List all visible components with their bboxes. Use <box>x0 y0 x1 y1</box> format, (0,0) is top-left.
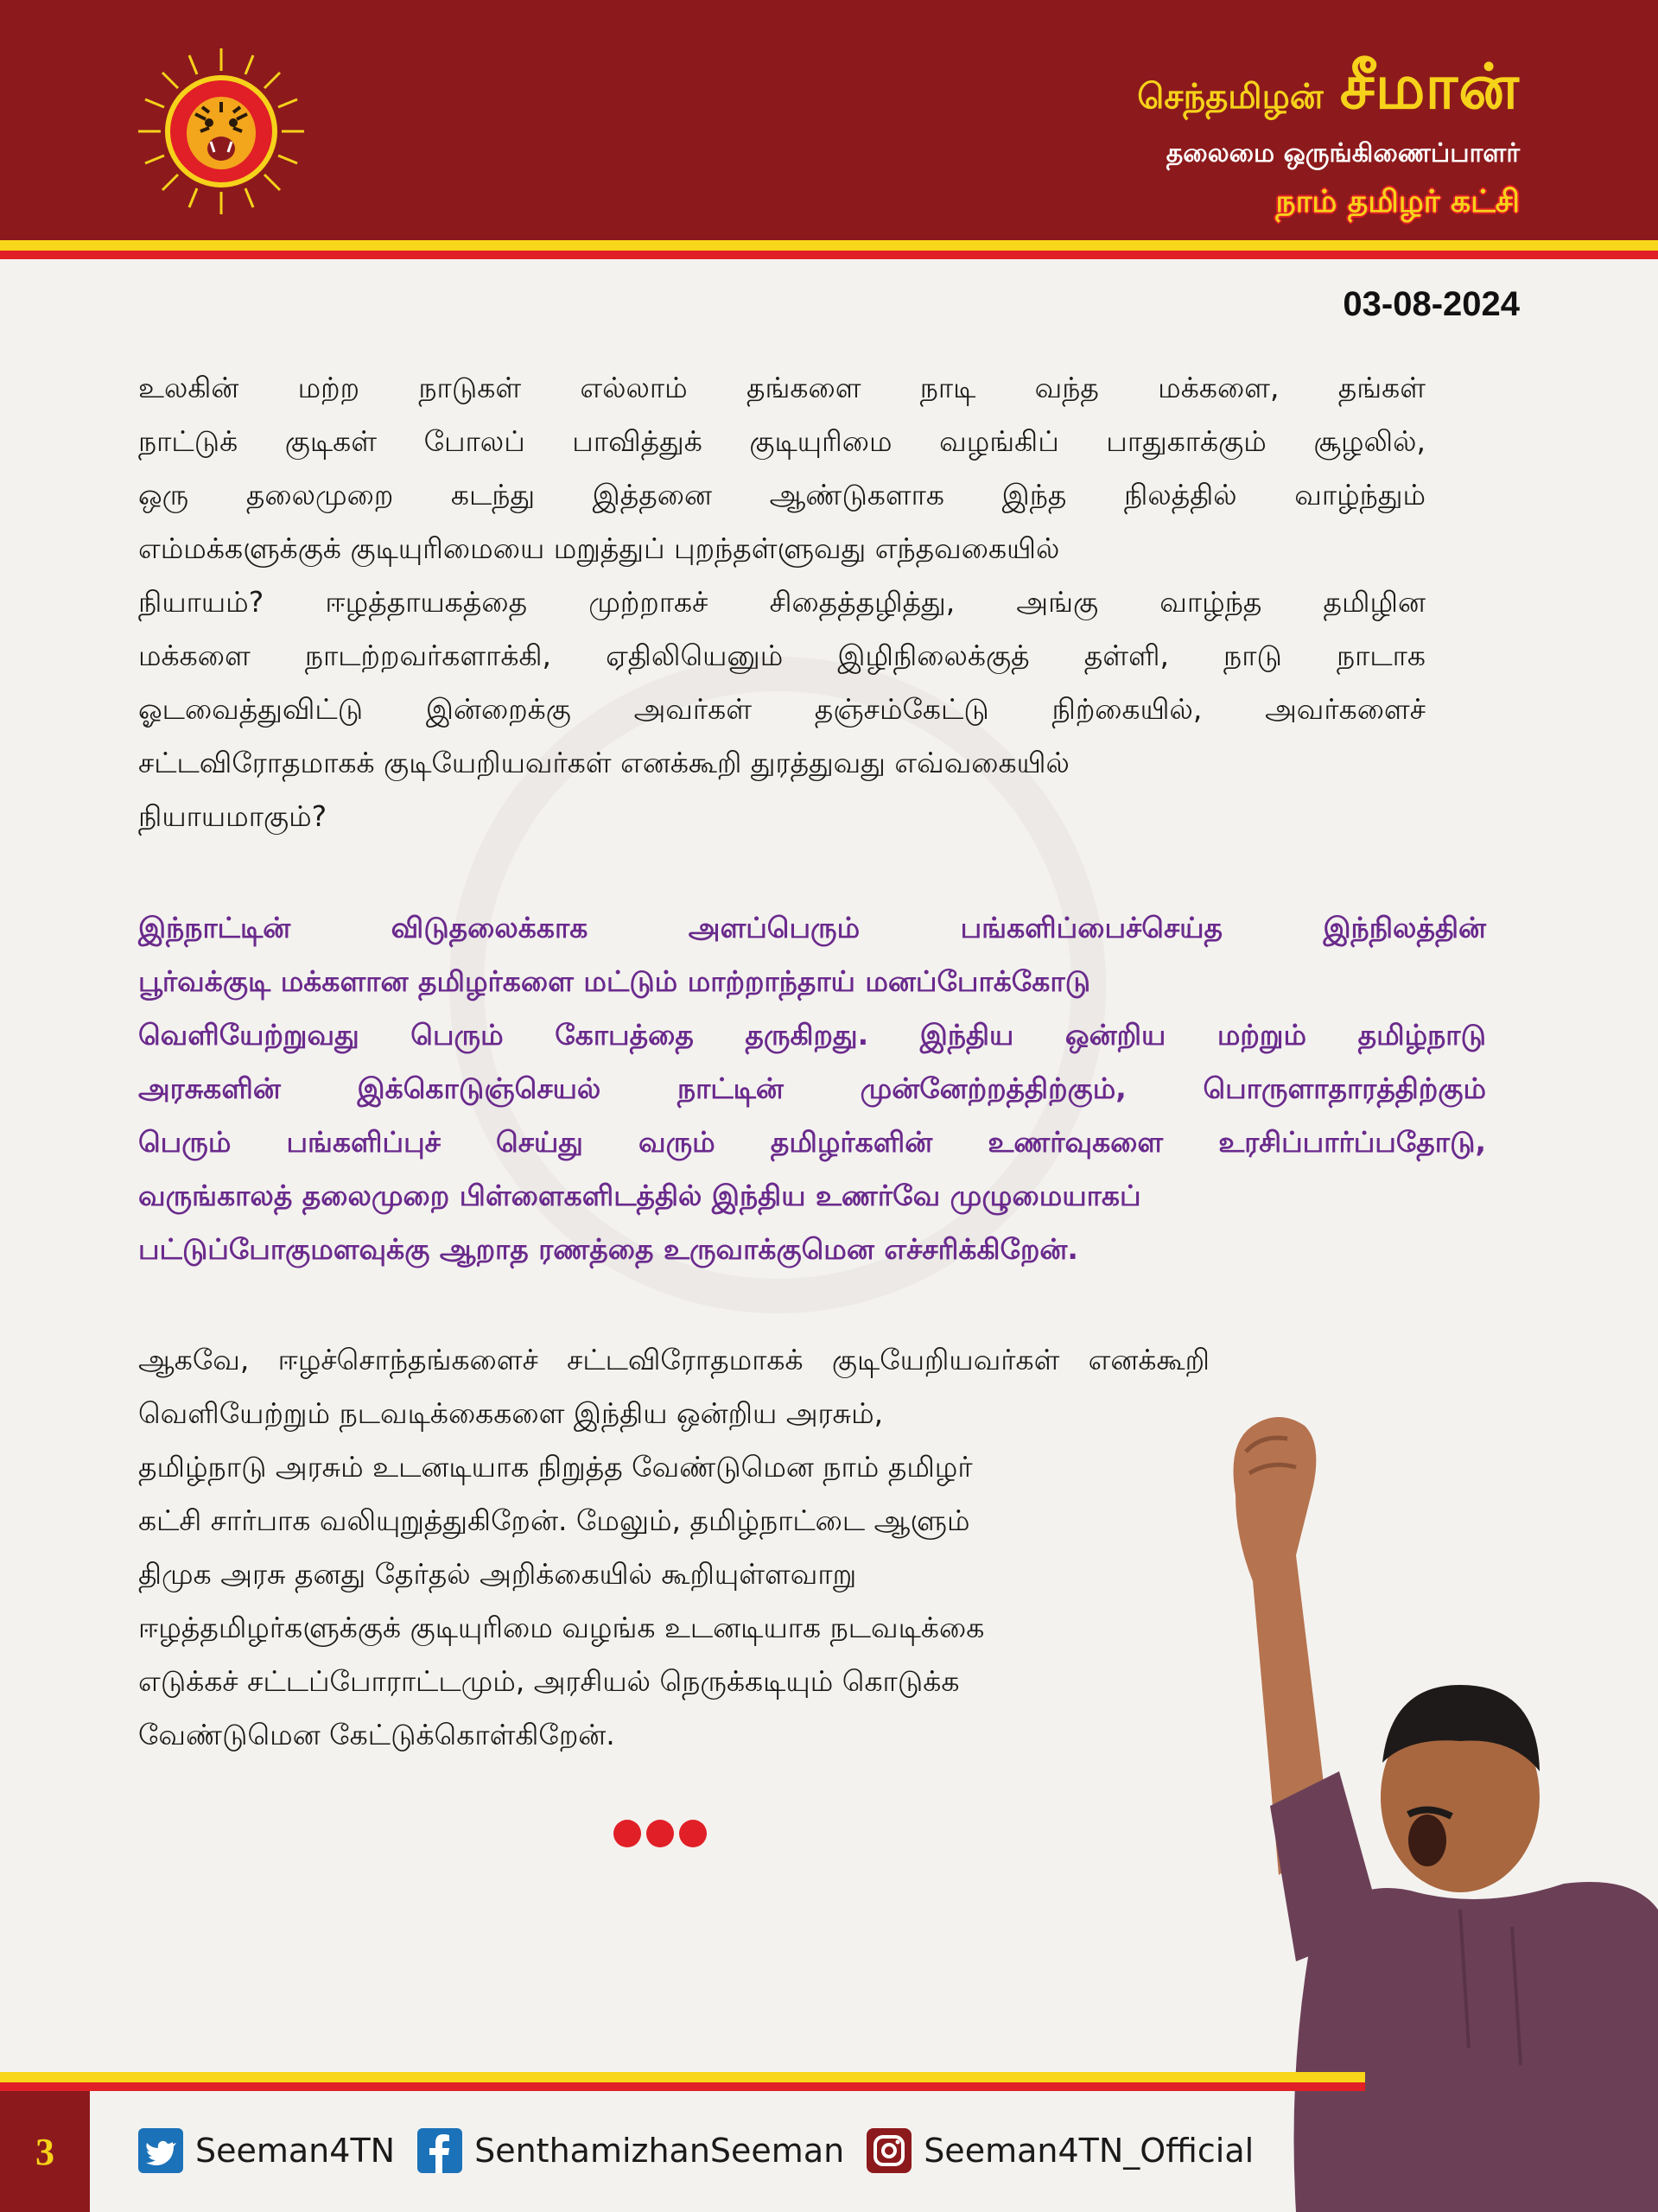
paragraph-1 <box>138 361 1426 843</box>
paragraph-line: தமிழ்நாடு அரசும் உடனடியாக நிறுத்த வேண்டுமென நாம் தமிழர் <box>138 1450 973 1484</box>
party-name: நாம் தமிழர் கட்சி <box>1275 184 1520 219</box>
paragraph-line: திமுக அரசு தனது தேர்தல் அறிக்கையில் கூறியுள்ளவாறு <box>138 1557 857 1591</box>
release-date: 03-08-2024 <box>1343 285 1520 323</box>
leader-last-name: சீமான் <box>1339 50 1520 123</box>
brand-block <box>1137 50 1520 224</box>
leader-name <box>1137 50 1520 131</box>
paragraph-line: எடுக்கச் சட்டப்போராட்டமும், அரசியல் நெருக்கடியும் கொடுக்க <box>138 1664 960 1698</box>
header-red-stripe <box>0 251 1658 259</box>
twitter-link[interactable] <box>138 2128 395 2173</box>
paragraph-line: ஓடவைத்துவிட்டு இன்றைக்கு அவர்கள் தஞ்சம்கேட்டு நிற்கையில், அவர்களைச் <box>138 692 1426 726</box>
paragraph-line: உலகின் மற்ற நாடுகள் எல்லாம் தங்களை நாடி வந்த மக்களை, தங்கள் <box>138 371 1426 404</box>
paragraph-line: வெளியேற்றுவது பெரும் கோபத்தை தருகிறது. இந்திய ஒன்றிய மற்றும் தமிழ்நாடு <box>138 1018 1486 1052</box>
paragraph-3 <box>138 1333 1210 1762</box>
twitter-handle: Seeman4TN <box>195 2132 396 2170</box>
header-banner <box>0 0 1658 240</box>
paragraph-2-highlighted <box>138 901 1486 1276</box>
paragraph-line: வேண்டுமென கேட்டுக்கொள்கிறேன். <box>138 1718 615 1751</box>
instagram-handle: Seeman4TN_Official <box>924 2132 1255 2170</box>
social-links <box>138 2126 1276 2176</box>
paragraph-line: இந்நாட்டின் விடுதலைக்காக அளப்பெரும் பங்களிப்பைச்செய்த இந்நிலத்தின் <box>138 911 1486 944</box>
paragraph-line: ஒரு தலைமுறை கடந்து இத்தனை ஆண்டுகளாக இந்த நிலத்தில் வாழ்ந்தும் <box>138 478 1426 512</box>
tiger-logo-icon <box>135 45 308 218</box>
paragraph-line: மக்களை நாடற்றவர்களாக்கி, ஏதிலியெனும் இழிநிலைக்குத் தள்ளி, நாடு நாடாக <box>138 639 1426 672</box>
twitter-icon <box>138 2128 183 2173</box>
paragraph-line: ஈழத்தமிழர்களுக்குக் குடியுரிமை வழங்க உடனடியாக நடவடிக்கை <box>138 1611 985 1644</box>
paragraph-line: அரசுகளின் இக்கொடுஞ்செயல் நாட்டின் முன்னேற்றத்திற்கும், பொருளாதாரத்திற்கும் <box>138 1071 1486 1105</box>
paragraph-line: பட்டுப்போகுமளவுக்கு ஆறாத ரணத்தை உருவாக்குமென எச்சரிக்கிறேன். <box>138 1232 1078 1266</box>
header-yellow-stripe <box>0 240 1658 251</box>
ellipsis-dot <box>679 1820 707 1847</box>
paragraph-line: நாட்டுக் குடிகள் போலப் பாவித்துக் குடியுரிமை வழங்கிப் பாதுகாக்கும் சூழலில், <box>138 424 1426 458</box>
leader-role: தலைமை ஒருங்கிணைப்பாளர் <box>1166 138 1520 168</box>
instagram-link[interactable] <box>867 2128 1254 2173</box>
facebook-handle: SenthamizhanSeeman <box>474 2132 845 2170</box>
page-number: 3 <box>35 2130 54 2173</box>
page-number-box <box>0 2091 90 2212</box>
ellipsis-dot <box>646 1820 674 1847</box>
instagram-icon <box>867 2128 912 2173</box>
paragraph-line: சட்டவிரோதமாகக் குடியேறியவர்கள் எனக்கூறி துரத்துவது எவ்வகையில் <box>138 746 1070 779</box>
paragraph-line: எம்மக்களுக்குக் குடியுரிமையை மறுத்துப் புறந்தள்ளுவது எந்தவகையில் <box>138 531 1060 565</box>
paragraph-line: ஆகவே, ஈழச்சொந்தங்களைச் சட்டவிரோதமாகக் குடியேறியவர்கள் எனக்கூறி <box>138 1343 1210 1376</box>
paragraph-line: கட்சி சார்பாக வலியுறுத்துகிறேன். மேலும், தமிழ்நாட்டை ஆளும் <box>138 1503 970 1537</box>
footer-yellow-stripe <box>0 2072 1365 2082</box>
facebook-icon <box>417 2128 462 2173</box>
ellipsis-dot <box>613 1820 641 1847</box>
leader-first-name: செந்தமிழன் <box>1137 77 1324 117</box>
footer-red-stripe <box>0 2082 1365 2091</box>
paragraph-line: பெரும் பங்களிப்புச் செய்து வரும் தமிழர்களின் உணர்வுகளை உரசிப்பார்ப்பதோடு, <box>138 1125 1486 1159</box>
paragraph-line: வருங்காலத் தலைமுறை பிள்ளைகளிடத்தில் இந்திய உணர்வே முழுமையாகப் <box>138 1179 1141 1212</box>
facebook-link[interactable] <box>417 2128 844 2173</box>
paragraph-line: பூர்வக்குடி மக்களான தமிழர்களை மட்டும் மாற்றாந்தாய் மனப்போக்கோடு <box>138 964 1091 998</box>
paragraph-line: நியாயமாகும்? <box>138 799 327 833</box>
paragraph-line: வெளியேற்றும் நடவடிக்கைகளை இந்திய ஒன்றிய அரசும், <box>138 1396 884 1430</box>
paragraph-line: நியாயம்? ஈழத்தாயகத்தை முற்றாகச் சிதைத்தழித்து, அங்கு வாழ்ந்த தமிழின <box>138 585 1426 619</box>
end-ellipsis <box>613 1820 712 1851</box>
